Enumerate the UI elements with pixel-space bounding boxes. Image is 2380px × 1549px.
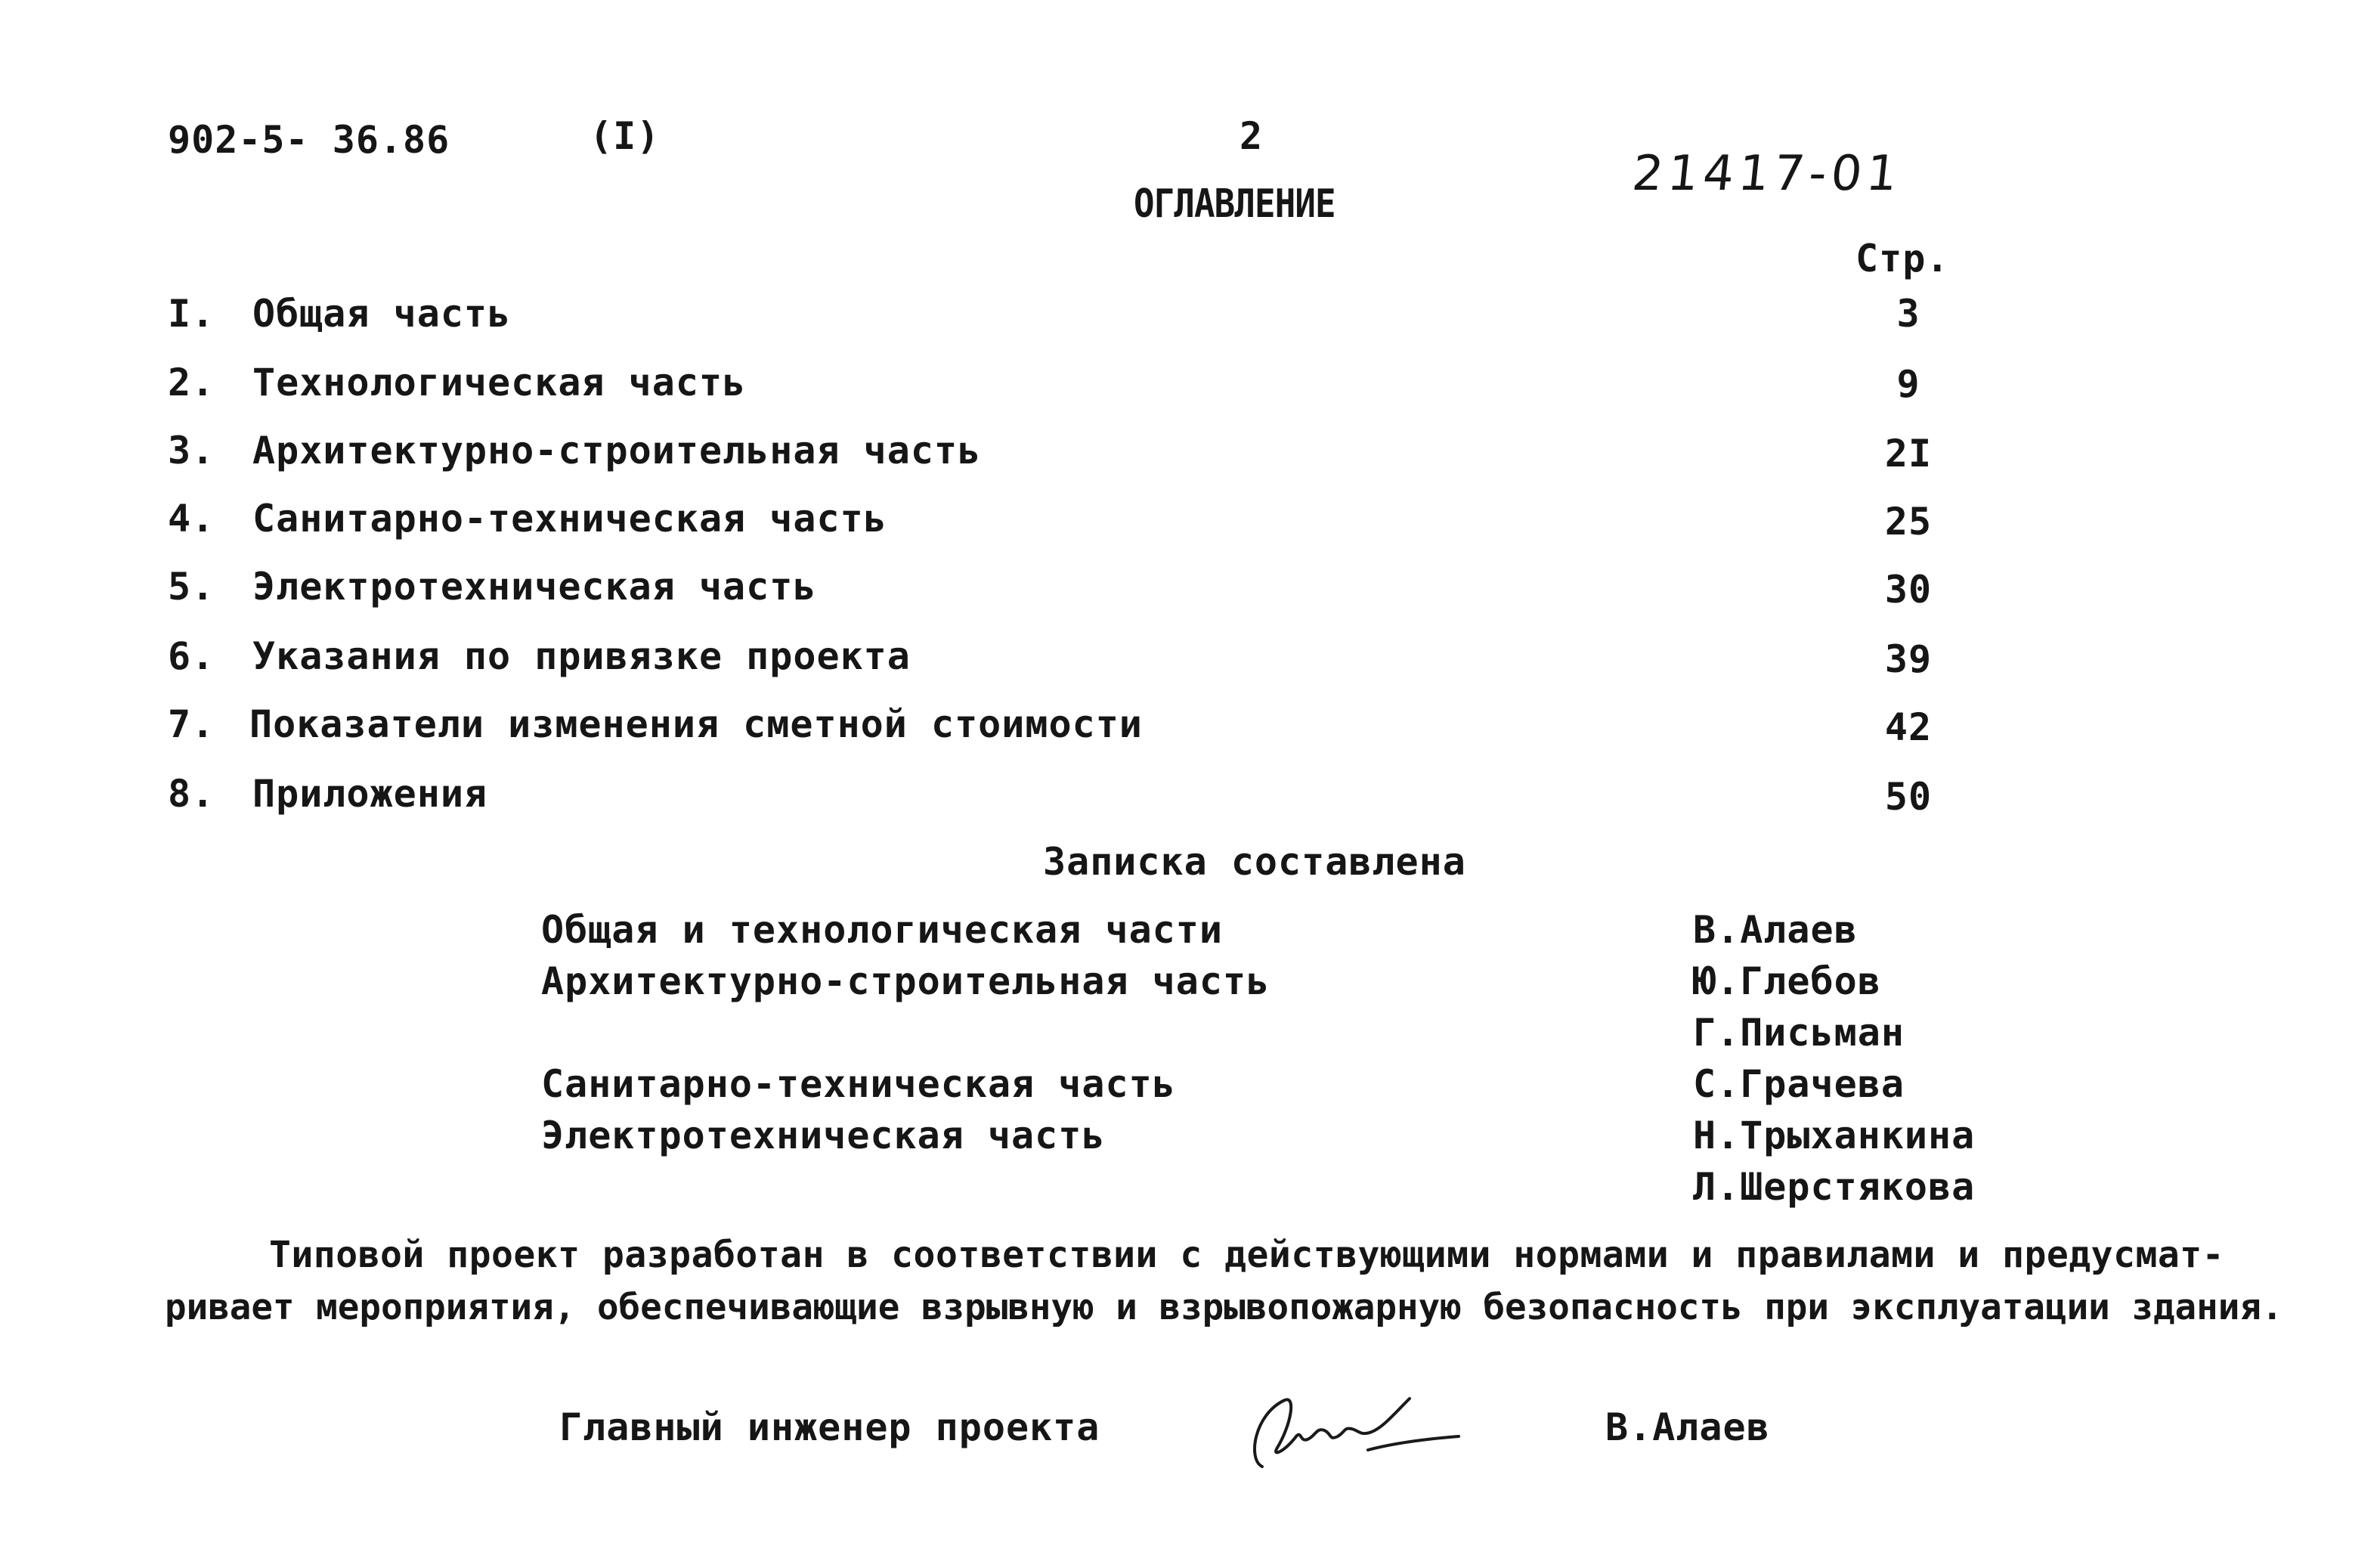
toc-item-title: Санитарно-техническая часть [252,497,887,541]
toc-item-page: 2I [1884,432,1933,476]
author-section: Архитектурно-строительная часть [541,959,1270,1003]
toc-item-title: Электротехническая часть [252,565,817,609]
toc-item-title: Указания по привязке проекта [252,634,911,678]
toc-item-number: 6. [168,634,215,678]
toc-item-number: 2. [168,361,215,404]
page-number: 2 [1240,114,1264,158]
toc-item-page: 9 [1896,362,1920,406]
doc-code: 902-5- 36.86 [168,118,450,162]
author-name: Ю.Глебов [1693,959,1881,1003]
statement-line-2: ривает мероприятия, обеспечивающие взрывную и взрывопожарную безопасность при эксплуатации здания. [165,1287,2283,1328]
author-name: Л.Шерстякова [1693,1165,1976,1209]
signature-mark [1232,1383,1474,1482]
toc-item-number: 7. [168,702,215,746]
toc-item-title: Показатели изменения сметной стоимости [249,702,1143,746]
toc-item-title: Общая часть [252,292,512,336]
inventory-stamp: 21417-01 [1629,146,1905,202]
toc-item-number: 3. [168,429,215,472]
toc-item-number: 4. [168,497,215,541]
authors-heading: Записка составлена [1043,840,1466,884]
toc-item-title: Технологическая часть [252,361,747,404]
toc-item-page: 39 [1884,637,1933,681]
author-name: Г.Письман [1693,1011,1905,1055]
author-section: Общая и технологическая части [541,908,1223,952]
toc-page-column-label: Стр. [1855,237,1950,280]
toc-item-number: 5. [168,565,215,609]
author-name: Н.Трыханкина [1693,1114,1976,1157]
toc-item-page: 50 [1884,775,1933,819]
author-section: Электротехническая часть [541,1114,1106,1157]
toc-item-page: 25 [1884,500,1933,544]
author-section: Санитарно-техническая часть [541,1062,1176,1106]
toc-item-number: I. [168,292,215,336]
toc-item-title: Приложения [252,772,488,816]
toc-item-title: Архитектурно-строительная часть [252,429,982,472]
toc-item-page: 42 [1884,705,1933,749]
toc-item-page: 3 [1896,292,1920,336]
author-name: В.Алаев [1693,908,1858,952]
toc-item-page: 30 [1884,568,1933,612]
volume-number: (I) [590,114,661,158]
toc-title: ОГЛАВЛЕНИЕ [1134,181,1335,227]
toc-item-number: 8. [168,772,215,816]
statement-line-1: Типовой проект разработан в соответствии с действующими нормами и правилами и предусмат- [269,1234,2225,1276]
author-name: С.Грачева [1693,1062,1905,1106]
signoff-name: В.Алаев [1605,1405,1770,1449]
signoff-role: Главный инженер проекта [559,1405,1100,1449]
